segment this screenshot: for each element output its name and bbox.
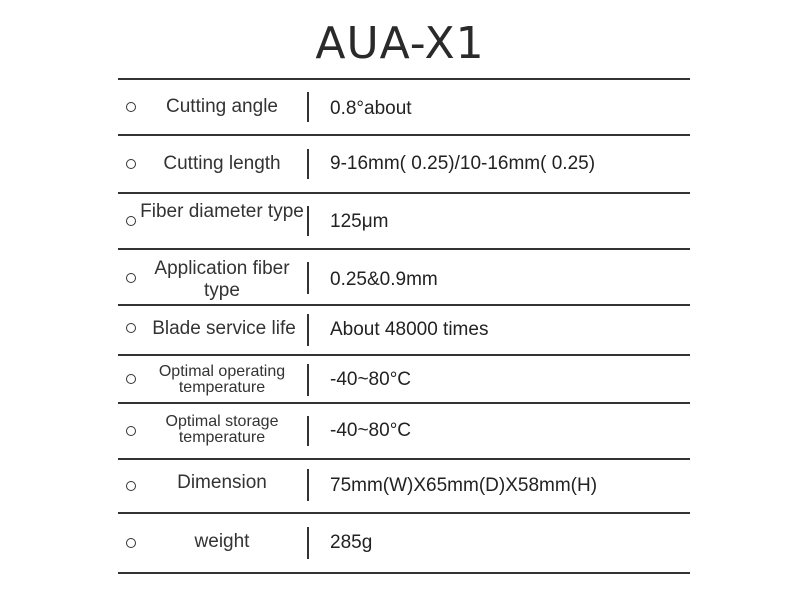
- spec-value: 285g: [330, 532, 373, 553]
- column-separator: [307, 149, 309, 179]
- spec-row-cutting-length: [118, 136, 690, 192]
- spec-value: 0.8°about: [330, 98, 412, 119]
- spec-row-storage-temp: [118, 404, 690, 458]
- bullet-icon: [126, 538, 136, 548]
- bullet-icon: [126, 323, 136, 333]
- bullet-icon: [126, 216, 136, 226]
- spec-row-cutting-angle: [118, 80, 690, 134]
- spec-value: 0.25&0.9mm: [330, 269, 438, 290]
- spec-table: [118, 0, 690, 600]
- spec-value: -40~80°C: [330, 369, 412, 390]
- spec-value: 75mm(W)X65mm(D)X58mm(H): [330, 475, 598, 496]
- spec-row-dimension: [118, 460, 690, 512]
- bullet-icon: [126, 426, 136, 436]
- spec-label: Dimension: [177, 472, 267, 493]
- column-separator: [307, 527, 309, 559]
- bullet-icon: [126, 273, 136, 283]
- spec-label: Application fiber type: [154, 258, 290, 301]
- divider: [118, 572, 690, 574]
- spec-value: 9-16mm( 0.25)/10-16mm( 0.25): [330, 153, 596, 174]
- spec-value: About 48000 times: [330, 319, 489, 340]
- bullet-icon: [126, 159, 136, 169]
- bullet-icon: [126, 481, 136, 491]
- column-separator: [307, 469, 309, 501]
- spec-value: 125μm: [330, 211, 389, 232]
- spec-row-operating-temp: [118, 356, 690, 402]
- spec-label: Optimal storage temperature: [165, 413, 279, 446]
- column-separator: [307, 364, 309, 396]
- spec-value: -40~80°C: [330, 420, 412, 441]
- column-separator: [307, 262, 309, 294]
- spec-label: Cutting length: [163, 153, 281, 174]
- column-separator: [307, 314, 309, 346]
- spec-row-application-fiber: [118, 250, 690, 304]
- spec-row-fiber-diameter: [118, 194, 690, 248]
- spec-label: Fiber diameter type: [140, 201, 304, 222]
- bullet-icon: [126, 374, 136, 384]
- column-separator: [307, 206, 309, 236]
- spec-row-blade-life: [118, 306, 690, 354]
- bullet-icon: [126, 102, 136, 112]
- spec-label: Optimal operating temperature: [158, 363, 286, 396]
- spec-label: Cutting angle: [166, 96, 278, 117]
- column-separator: [307, 416, 309, 446]
- spec-label: weight: [194, 531, 250, 552]
- column-separator: [307, 92, 309, 122]
- page-title: AUA-X1: [315, 18, 485, 69]
- spec-label: Blade service life: [152, 318, 296, 339]
- spec-row-weight: [118, 514, 690, 572]
